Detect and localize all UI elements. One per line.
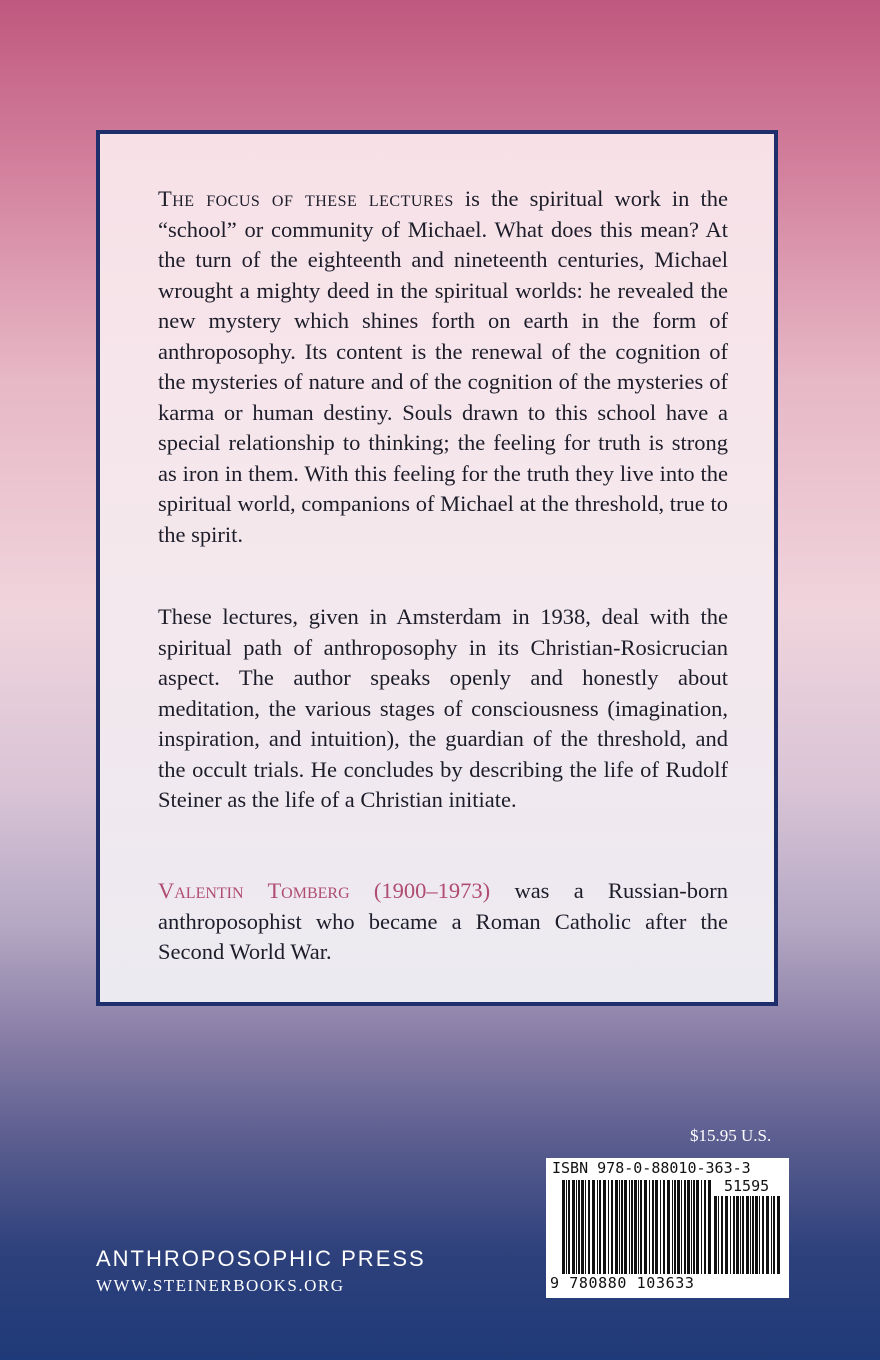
lead-in-text: The focus of these lectures [158, 186, 454, 211]
price-code: 51595 [724, 1177, 770, 1195]
description-paragraph-2: These lectures, given in Amsterdam in 1938, deal with the spiritual path of anthroposophy in its Christian-Rosicrucian aspect. The author speaks openly and honestly about meditation, the various stages of consciousness (imagination, inspiration, and intuition), the guardian of the threshold, and the occult trials. He concludes by describing the life of Rudolf Steiner as the life of a Christian initiate. [158, 604, 728, 812]
author-bio-paragraph [158, 876, 728, 968]
publisher-name: ANTHROPOSOPHIC PRESS [96, 1246, 426, 1271]
isbn-barcode [546, 1158, 789, 1298]
publisher-website: WWW.STEINERBOOKS.ORG [96, 1276, 345, 1295]
author-bio: was a Russian-born anthroposophist who became a Roman Catholic after the Second World War. [158, 878, 728, 964]
addon-barcode-bars [714, 1196, 780, 1274]
price-label: $15.95 U.S. [690, 1126, 772, 1145]
author-name: Valentin Tomberg (1900–1973) [158, 878, 491, 903]
description-panel [96, 130, 778, 1006]
isbn-label: ISBN 978-0-88010-363-3 [552, 1159, 751, 1177]
ean-barcode-bars [562, 1180, 712, 1274]
paragraph-1-body: is the spiritual work in the “school” or community of Michael. What does this mean? At the turn of the eighteenth and nineteenth centuries, Michael wrought a mighty deed in the spiritual worlds: he revealed the new mystery which shines forth on earth in the form of anthroposophy. Its content is the renewal of the cognition of the mysteries of nature and of the cognition of the mysteries of karma or human destiny. Souls drawn to this school have a special relationship to thinking; the feeling for truth is strong as iron in them. With this feeling for the truth they live into the spiritual world, companions of Michael at the threshold, true to the spirit. [158, 186, 728, 547]
ean-digits: 9 780880 103633 [550, 1274, 695, 1292]
description-paragraph-1 [158, 184, 728, 550]
